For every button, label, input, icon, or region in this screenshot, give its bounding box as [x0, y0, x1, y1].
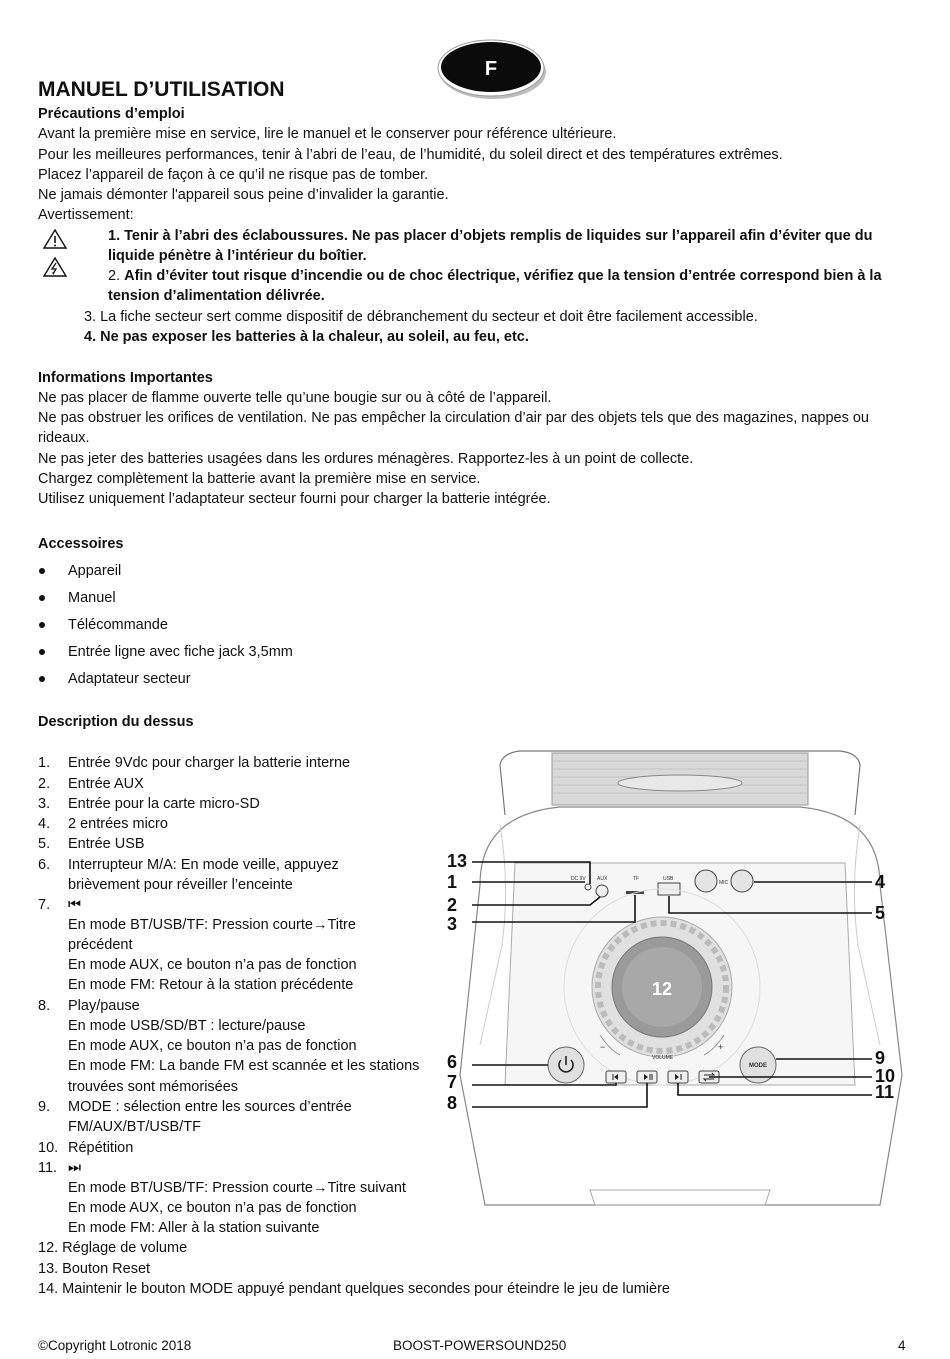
item-text: Entrée pour la carte micro-SD [68, 796, 260, 812]
label-minus: − [600, 1042, 606, 1052]
item-text: En mode BT/USB/TF: Pression courte→Titre suivant [68, 1180, 406, 1196]
label-mode: MODE [749, 1063, 767, 1069]
callout-2: 2 [447, 895, 458, 915]
item-number: 9. [38, 1099, 51, 1115]
warning-1-cont: liquide pénètre à l’intérieur du boîtier. [108, 248, 367, 264]
item-text: 2 entrées micro [68, 816, 168, 832]
item-number: 3. [38, 796, 51, 812]
callout-9: 9 [875, 1048, 886, 1068]
footer-page-number: 4 [898, 1338, 906, 1353]
item-text: 12. Réglage de volume [38, 1240, 188, 1256]
important-line: Utilisez uniquement l’adaptateur secteur fourni pour charger la batterie intégrée. [38, 491, 551, 507]
item-number: 10. [38, 1140, 59, 1156]
warning-label: Avertissement: [38, 207, 134, 223]
footer-copyright: ©Copyright Lotronic 2018 [38, 1338, 192, 1353]
bullet [39, 568, 45, 574]
speaker-top-diagram [440, 745, 920, 1215]
precaution-line: Pour les meilleures performances, tenir à l’abri de l’eau, de l’humidité, du soleil direct et des températures extrêmes. [38, 147, 783, 163]
item-text: Entrée AUX [68, 776, 144, 792]
footer-model: BOOST-POWERSOUND250 [393, 1338, 567, 1353]
warning-2 [108, 266, 882, 286]
precautions-heading: Précautions d’emploi [38, 106, 185, 122]
accessory-item: Adaptateur secteur [68, 671, 191, 687]
callout-11: 11 [875, 1082, 895, 1102]
callout-3: 3 [447, 914, 458, 934]
item-text: Interrupteur M/A: En mode veille, appuyez [68, 857, 339, 873]
callout-13: 13 [447, 851, 468, 871]
warning-triangle-icon [42, 228, 68, 250]
important-heading: Informations Importantes [38, 370, 213, 386]
callout-4: 4 [875, 872, 886, 892]
important-line: Ne pas placer de flamme ouverte telle qu’une bougie sur ou à côté de l’appareil. [38, 390, 552, 406]
item-number: 8. [38, 998, 51, 1014]
warning-4: 4. Ne pas exposer les batteries à la chaleur, au soleil, au feu, etc. [84, 329, 529, 345]
item-text: MODE : sélection entre les sources d’entrée [68, 1099, 352, 1115]
item-number: 5. [38, 836, 51, 852]
item-number: 2. [38, 776, 51, 792]
callout-8: 8 [447, 1093, 458, 1113]
item-text: FM/AUX/BT/USB/TF [68, 1119, 201, 1135]
callout-7: 7 [447, 1072, 458, 1092]
item-number: 4. [38, 816, 51, 832]
bullet [39, 622, 45, 628]
callout-5: 5 [875, 903, 886, 923]
label-dc: DC 9V [571, 876, 586, 882]
item-text: En mode BT/USB/TF: Pression courte→Titre [68, 917, 356, 933]
warning-2-text: Afin d’éviter tout risque d’incendie ou de choc électrique, vérifiez que la tension d’entrée correspond bien à la [124, 268, 882, 284]
accessory-item: Télécommande [68, 617, 168, 633]
bullet [39, 676, 45, 682]
item-text: Entrée USB [68, 836, 145, 852]
electric-shock-icon [42, 256, 68, 278]
language-badge [437, 35, 547, 101]
item-text: En mode FM: Retour à la station précédente [68, 977, 354, 993]
page-title: MANUEL D’UTILISATION [38, 78, 285, 101]
item-number: 11. [38, 1160, 58, 1176]
bullet [39, 649, 45, 655]
label-volume: VOLUME [652, 1055, 674, 1061]
item-text: En mode FM: Aller à la station suivante [68, 1220, 320, 1236]
important-line: Ne pas jeter des batteries usagées dans les ordures ménagères. Rapportez-les à un point de collecte. [38, 451, 694, 467]
precaution-line: Placez l’appareil de façon à ce qu’il ne risque pas de tomber. [38, 167, 429, 183]
item-text: précédent [68, 937, 133, 953]
accessories-heading: Accessoires [38, 536, 124, 552]
label-usb: USB [663, 876, 674, 882]
important-line: Ne pas obstruer les orifices de ventilation. Ne pas empêcher la circulation d’air par des objets tels que des magazines, nappes ou [38, 410, 869, 426]
accessory-item: Appareil [68, 563, 122, 579]
precaution-line: Avant la première mise en service, lire le manuel et le conserver pour référence ultérieure. [38, 126, 617, 142]
accessory-item: Manuel [68, 590, 116, 606]
item-text: Répétition [68, 1140, 134, 1156]
label-plus: + [718, 1042, 724, 1052]
bullet [39, 595, 45, 601]
accessory-item: Entrée ligne avec fiche jack 3,5mm [68, 644, 293, 660]
label-mic: MIC [719, 880, 729, 886]
item-text: En mode AUX, ce bouton n’a pas de fonction [68, 957, 357, 973]
callout-10: 10 [875, 1066, 896, 1086]
label-aux: AUX [597, 876, 608, 882]
next-track-icon: ⏭ [68, 1160, 82, 1176]
warning-2-cont: tension d’alimentation délivrée. [108, 288, 325, 304]
important-line: Chargez complètement la batterie avant la première mise en service. [38, 471, 481, 487]
item-text: Entrée 9Vdc pour charger la batterie interne [68, 755, 351, 771]
prev-track-icon: ⏮ [68, 897, 82, 913]
item-text: En mode AUX, ce bouton n’a pas de fonction [68, 1200, 357, 1216]
badge-letter: F [484, 58, 498, 80]
description-heading: Description du dessus [38, 714, 194, 730]
callout-12: 12 [651, 979, 673, 999]
item-number: 1. [38, 755, 51, 771]
item-text: 14. Maintenir le bouton MODE appuyé pendant quelques secondes pour éteindre le jeu de lumière [38, 1281, 670, 1297]
item-text: brièvement pour réveiller l’enceinte [68, 877, 293, 893]
item-text: Play/pause [68, 998, 140, 1014]
important-line: rideaux. [38, 430, 90, 446]
warning-3: 3. La fiche secteur sert comme dispositif de débranchement du secteur et doit être facilement accessible. [84, 309, 758, 325]
precaution-line: Ne jamais démonter l'appareil sous peine d’invalider la garantie. [38, 187, 449, 203]
item-text: trouvées sont mémorisées [68, 1079, 239, 1095]
item-text: En mode USB/SD/BT : lecture/pause [68, 1018, 306, 1034]
warning-2-number: 2. [108, 268, 125, 284]
callout-6: 6 [447, 1052, 458, 1072]
item-text: 13. Bouton Reset [38, 1261, 151, 1277]
item-text: En mode AUX, ce bouton n’a pas de fonction [68, 1038, 357, 1054]
item-text: En mode FM: La bande FM est scannée et les stations [68, 1058, 420, 1074]
callout-1: 1 [447, 872, 458, 892]
warning-1: 1. Tenir à l’abri des éclaboussures. Ne pas placer d’objets remplis de liquides sur l’appareil afin d’éviter que du [108, 228, 873, 244]
label-tf: TF [633, 876, 640, 882]
item-number: 7. [38, 897, 51, 913]
item-number: 6. [38, 857, 51, 873]
